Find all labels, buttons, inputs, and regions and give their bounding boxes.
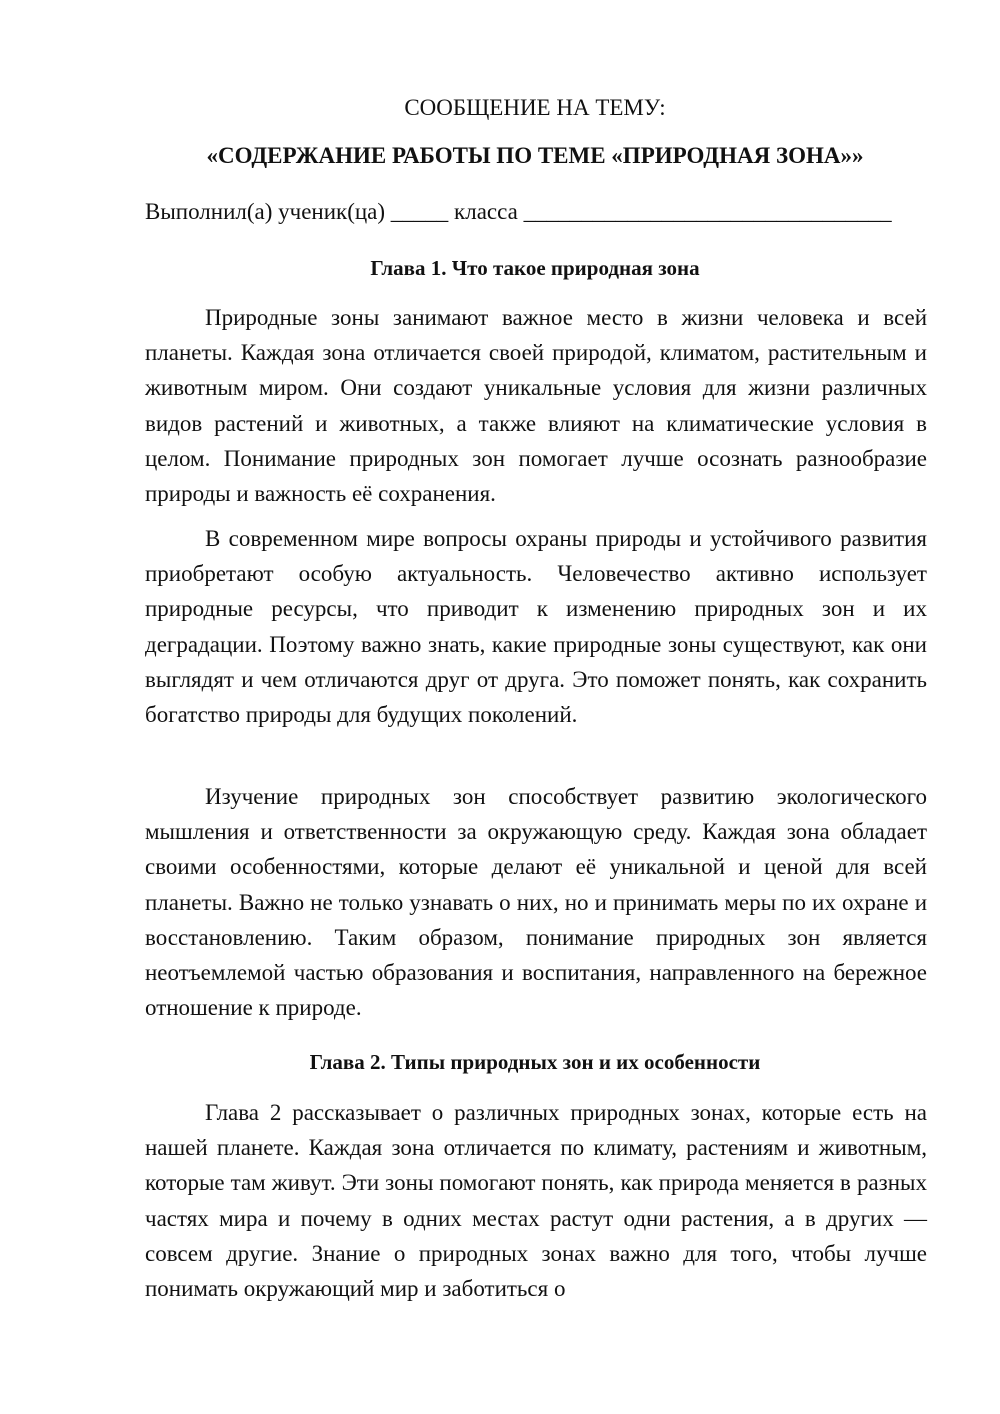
chapter-1-paragraph-2: В современном мире вопросы охраны природы и устойчивого развития приобретают особую актуальность. Человечество активно использует природные ресурсы, что приводит к изменению природных зон и их деградации. Поэтому важно знать, какие природные зоны существуют, как они выглядят и чем отличаются друг от друга. Это поможет понять, как сохранить богатство природы для будущих поколений. — [145, 526, 927, 728]
chapter-2-paragraph-1: Глава 2 рассказывает о различных природных зонах, которые есть на нашей планете. Каждая зона отличается по климату, растениям и животным, которые там живут. Эти зоны помогают понять, как природа меняется в разных частях мира и почему в одних местах растут одни растения, а в других — совсем другие. Знание о природных зонах важно для того, чтобы лучше понимать окружающий мир и заботиться о — [145, 1100, 927, 1302]
chapter-1-heading: Глава 1. Что такое природная зона — [370, 256, 700, 280]
chapter-2-heading: Глава 2. Типы природных зон и их особенности — [309, 1050, 761, 1074]
author-line: Выполнил(а) ученик(ца) _____ класса ________________________________ — [145, 199, 892, 224]
document-title-line-1: СООБЩЕНИЕ НА ТЕМУ: — [404, 95, 666, 120]
chapter-1-paragraph-1: Природные зоны занимают важное место в жизни человека и всей планеты. Каждая зона отличается своей природой, климатом, растительным и животным миром. Они создают уникальные условия для жизни различных видов растений и животных, а также влияют на климатические условия в целом. Понимание природных зон помогает лучше осознать разнообразие природы и важность её сохранения. — [145, 305, 927, 507]
chapter-1-paragraph-3: Изучение природных зон способствует развитию экологического мышления и ответственности за окружающую среду. Каждая зона обладает своими особенностями, которые делают её уникальной и ценой для всей планеты. Важно не только узнавать о них, но и принимать меры по их охране и восстановлению. Таким образом, понимание природных зон является неотъемлемой частью образования и воспитания, направленного на бережное отношение к природе. — [145, 784, 927, 1021]
document-title-line-2: «СОДЕРЖАНИЕ РАБОТЫ ПО ТЕМЕ «ПРИРОДНАЯ ЗОНА»» — [206, 143, 864, 168]
